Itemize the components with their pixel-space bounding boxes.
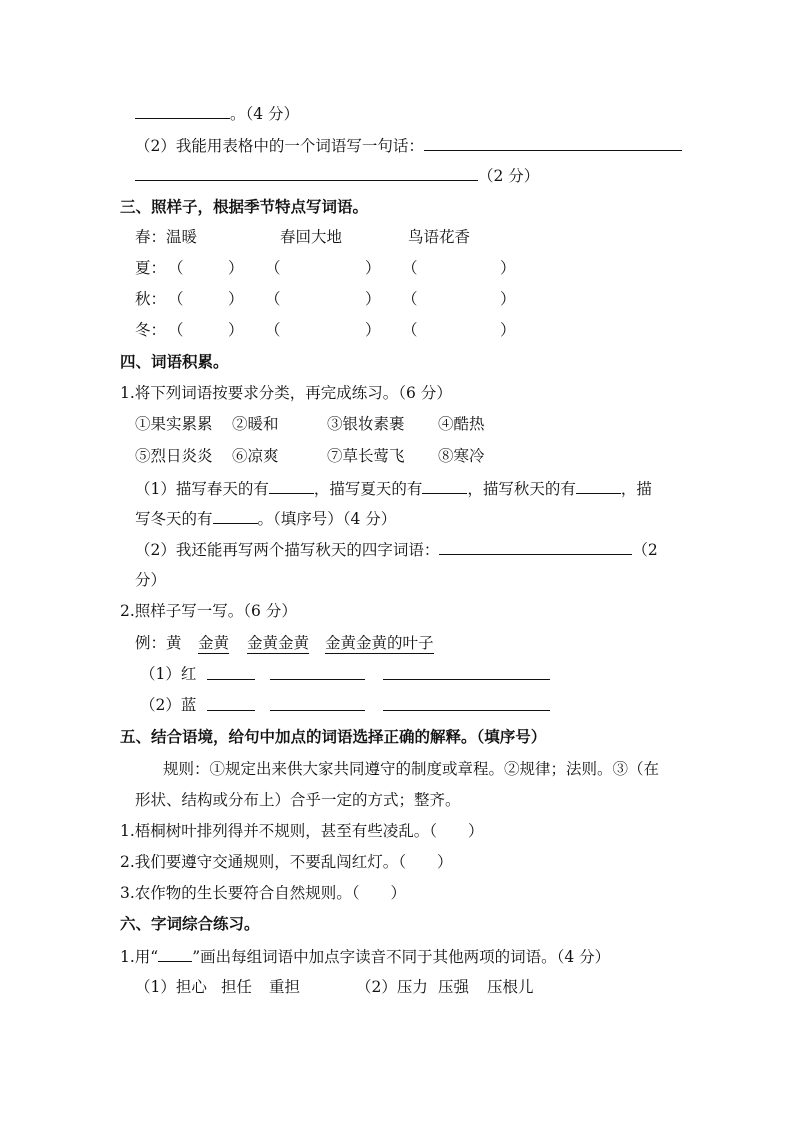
answer-blank[interactable] [135, 103, 230, 119]
classify-line-2 [135, 508, 396, 529]
row-label: （2）蓝 [140, 696, 197, 714]
classify-text: ，描写秋天的有 [467, 480, 576, 498]
season-label: 夏： [135, 259, 167, 277]
question-text: ”画出每组词语中加点字读音不同于其他两项的词语。（4 分） [192, 948, 611, 966]
question-5-1: 1.梧桐树叶排列得并不规则，甚至有些凌乱。（ ） [120, 822, 484, 840]
bracket-close: ） [365, 321, 381, 339]
score-text: （2 [632, 541, 658, 559]
word-option: ②暖和 [232, 415, 279, 433]
group-1-word[interactable]: （1）担心 [135, 978, 207, 996]
question-6-1 [120, 946, 610, 967]
group-1-word[interactable]: 担任 [221, 978, 253, 996]
definition-line-1: 规则：①规定出来供大家共同遵守的制度或章程。②规律；法则。③（在 [163, 760, 660, 778]
bracket-close: ） [228, 259, 244, 277]
underline-sample [158, 946, 192, 962]
word-option: ④酷热 [438, 415, 485, 433]
red-row [140, 664, 196, 684]
bracket-open: （ [402, 259, 418, 277]
summer-blank[interactable] [422, 478, 467, 494]
blue-blank-2[interactable] [270, 696, 365, 711]
bracket-open: （ [168, 290, 184, 308]
classify-text: ，描写夏天的有 [313, 480, 423, 498]
bracket-close: ） [228, 321, 244, 339]
classify-text: ，描 [620, 480, 652, 498]
question-5-2: 2.我们要遵守交通规则，不要乱闯红灯。（ ） [120, 853, 453, 871]
group-1-word[interactable]: 重担 [269, 978, 301, 996]
season-label: 春： [135, 228, 167, 246]
example-word: 温暖 [166, 228, 198, 246]
bracket-close: ） [365, 259, 381, 277]
bracket-close: ） [228, 290, 244, 308]
red-blank-2[interactable] [270, 665, 365, 680]
group-2-word[interactable]: 压强 [438, 978, 470, 996]
word-option: ⑤烈日炎炎 [135, 447, 213, 465]
red-blank-3[interactable] [383, 665, 550, 680]
season-label: 冬： [135, 321, 167, 339]
prev-answer-line [135, 103, 299, 124]
score-text: 分） [135, 571, 167, 589]
blue-row [140, 695, 196, 715]
classify-text: 。（填序号）（4 分） [257, 510, 397, 528]
word-option: ③银妆素裹 [327, 415, 405, 433]
classify-text: （1）描写春天的有 [135, 480, 269, 498]
bracket-open: （ [265, 321, 281, 339]
question-1: 1.将下列词语按要求分类，再完成练习。（6 分） [120, 384, 452, 402]
example-label: 例：黄 [135, 634, 182, 652]
bracket-close: ） [500, 321, 516, 339]
section-6-title: 六、字词综合练习。 [120, 914, 260, 933]
section-3-title: 三、照样子，根据季节特点写词语。 [120, 197, 369, 216]
question-2: 2.照样子写一写。（6 分） [120, 602, 297, 620]
question-text: 1.用“ [120, 948, 159, 966]
spring-blank[interactable] [269, 478, 314, 494]
idiom-blank[interactable] [439, 539, 632, 555]
blue-blank-1[interactable] [207, 696, 255, 711]
example-word: 春回大地 [280, 228, 343, 246]
autumn-blank[interactable] [576, 478, 621, 494]
winter-blank[interactable] [213, 508, 258, 524]
season-label: 秋： [135, 290, 167, 308]
bracket-open: （ [168, 259, 184, 277]
word-option: ⑧寒冷 [438, 447, 485, 465]
bracket-open: （ [402, 321, 418, 339]
example-underlined: 金黄金黄的叶子 [325, 634, 434, 652]
word-option: ①果实累累 [135, 415, 213, 433]
bracket-open: （ [168, 321, 184, 339]
example-word [247, 633, 309, 653]
bracket-close: ） [365, 290, 381, 308]
blue-blank-3[interactable] [383, 696, 550, 711]
example-word [325, 633, 434, 653]
row-label: （1）红 [140, 665, 197, 683]
bracket-open: （ [265, 259, 281, 277]
example-word [198, 633, 229, 653]
bracket-close: ） [500, 290, 516, 308]
bracket-open: （ [265, 290, 281, 308]
sentence-prompt [135, 135, 682, 156]
score-text: （2 分） [478, 167, 540, 185]
sentence-blank-2[interactable] [135, 165, 478, 181]
classify-line-1 [135, 478, 652, 499]
example-underlined: 金黄金黄 [247, 634, 310, 652]
idiom-text: （2）我还能再写两个描写秋天的四字词语： [135, 541, 440, 559]
example-underlined: 金黄 [198, 634, 230, 652]
sentence-blank-1[interactable] [424, 135, 682, 151]
example-word: 鸟语花香 [408, 228, 471, 246]
bracket-close: ） [500, 259, 516, 277]
score-text: 。（4 分） [230, 105, 300, 123]
example-line [135, 633, 182, 653]
word-option: ⑦草长莺飞 [327, 447, 405, 465]
group-2-word[interactable]: 压根儿 [487, 978, 534, 996]
section-5-title: 五、结合语境，给句中加点的词语选择正确的解释。（填序号） [120, 727, 547, 746]
question-5-3: 3.农作物的生长要符合自然规则。（ ） [120, 884, 407, 902]
example-row [135, 227, 197, 247]
definition-line-2: 形状、结构或分布上）合乎一定的方式；整齐。 [135, 791, 461, 809]
prompt-text: （2）我能用表格中的一个词语写一句话： [135, 137, 424, 155]
bracket-open: （ [402, 290, 418, 308]
classify-text: 写冬天的有 [135, 510, 213, 528]
word-option: ⑥凉爽 [232, 447, 279, 465]
sentence-line-2 [135, 165, 539, 186]
idiom-line [135, 539, 658, 560]
red-blank-1[interactable] [207, 665, 255, 680]
section-4-title: 四、词语积累。 [120, 352, 229, 371]
group-2-word[interactable]: （2）压力 [356, 978, 428, 996]
